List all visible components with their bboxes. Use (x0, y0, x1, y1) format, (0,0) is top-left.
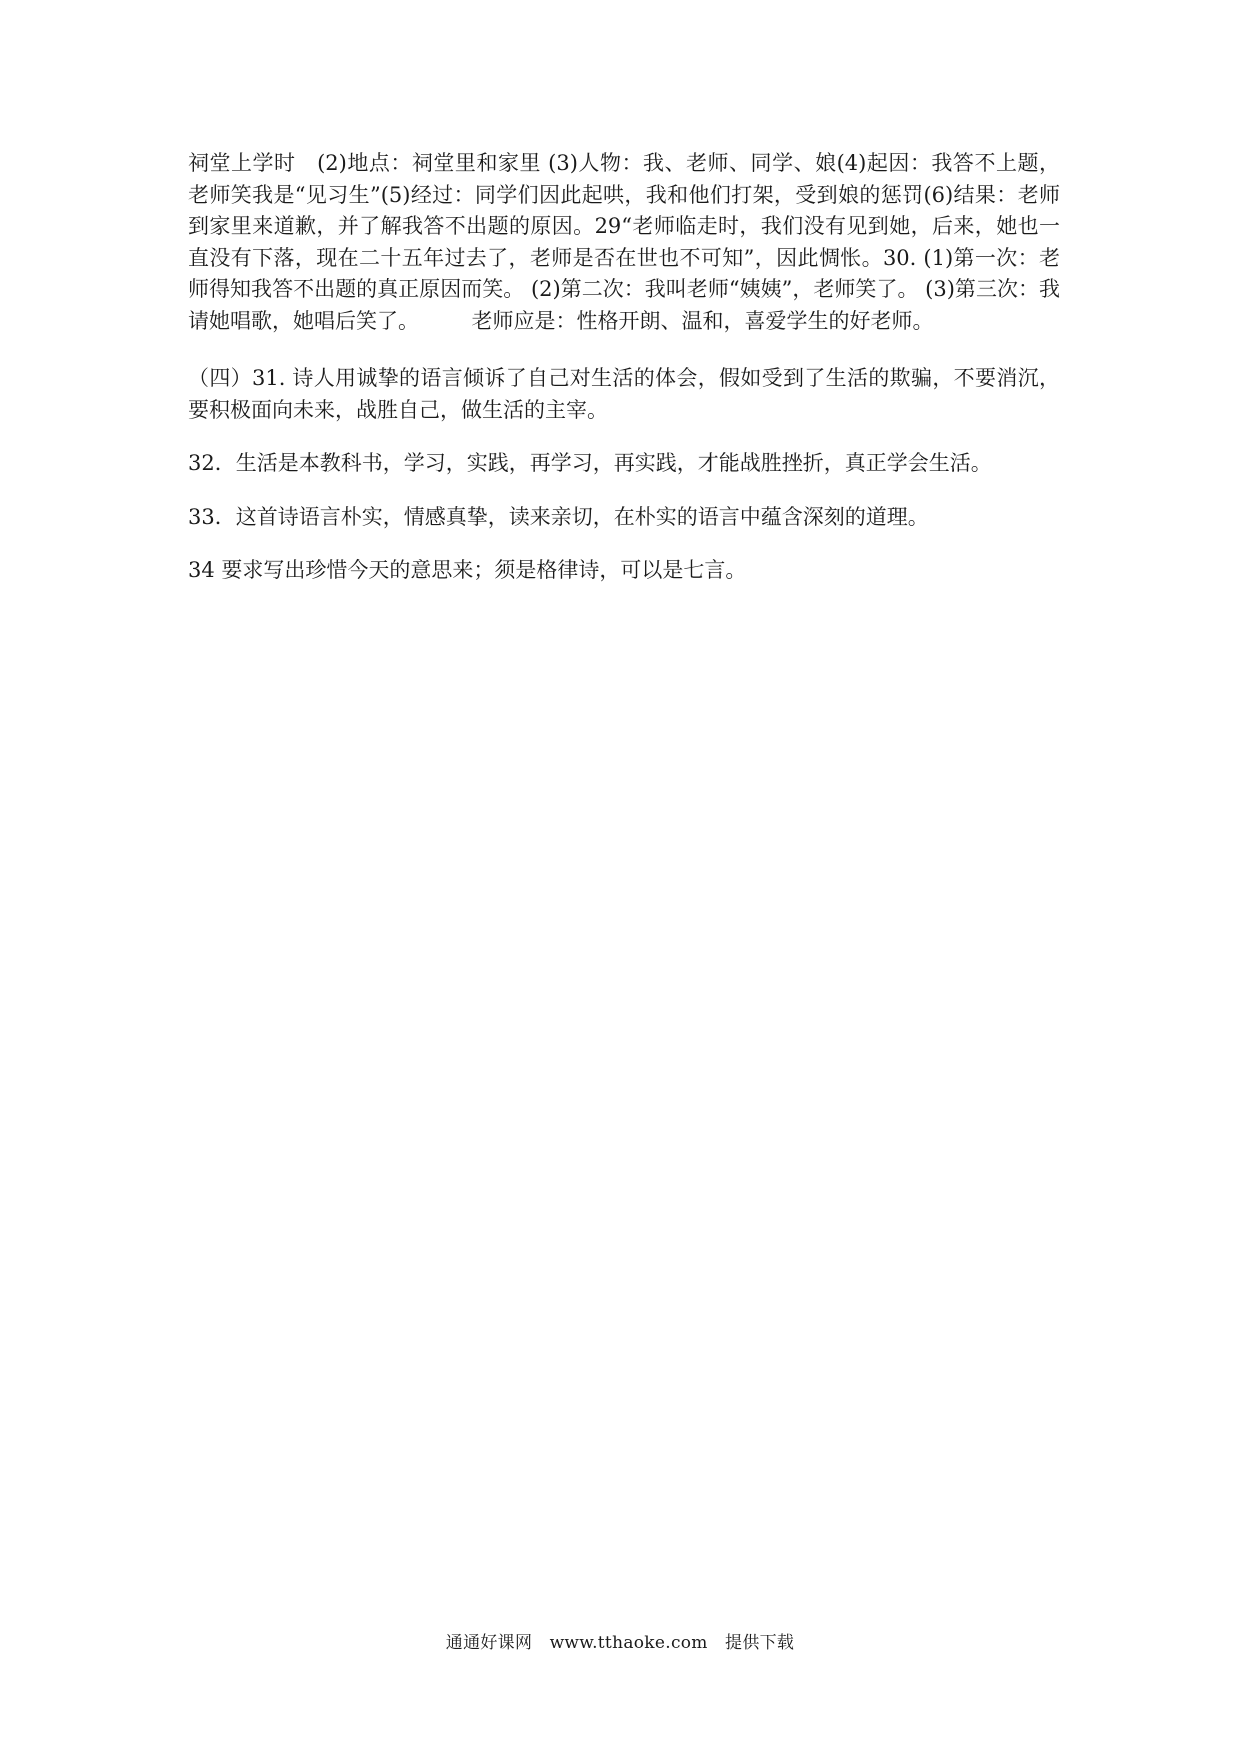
paragraph-answer-31: （四）31. 诗人用诚挚的语言倾诉了自己对生活的体会，假如受到了生活的欺骗，不要消沉，要积极面向未来，战胜自己，做生活的主宰。 (188, 366, 1060, 422)
page-footer: 通通好课网 www.tthaoke.com 提供下载 (445, 1633, 795, 1653)
paragraph-answer-33: 33．这首诗语言朴实，情感真挚，读来亲切，在朴实的语言中蕴含深刻的道理。 (188, 504, 929, 529)
paragraph-answer-34: 34 要求写出珍惜今天的意思来；须是格律诗，可以是七言。 (188, 558, 747, 582)
paragraph-answers-28-30: 祠堂上学时 (2)地点：祠堂里和家里 (3)人物：我、老师、同学、娘(4)起因：我答不上题，老师笑我是“见习生”(5)经过：同学们因此起哄，我和他们打架，受到娘的惩罚(6)结果：老师到家里来道歉，并了解我答不出题的原因。29“老师临走时，我们没有见到她，后来，她也一直没有下落，现在二十五年过去了，老师是否在世也不可知”，因此惆怅。30. (1)第一次：老师得知我答不出题的真正原因而笑。 (2)第二次：我叫老师“姨姨”，老师笑了。 (3)第三次：我请她唱歌，她唱后笑了。 老师应是：性格开朗、温和，喜爱学生的好老师。 (188, 151, 1060, 333)
document-body (188, 148, 1060, 587)
paragraph-answer-32: 32．生活是本教科书，学习，实践，再学习，再实践，才能战胜挫折，真正学会生活。 (188, 451, 992, 475)
